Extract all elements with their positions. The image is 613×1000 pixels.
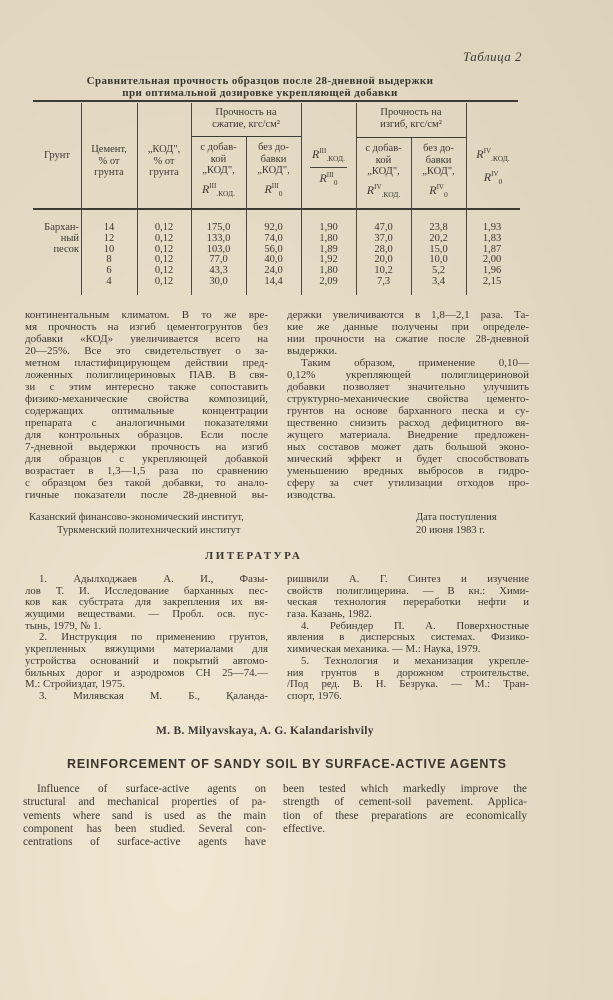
references-heading: ЛИТЕРАТУРА: [205, 550, 303, 562]
text-line: ложенных полиглицериновых ПАВ. В свя-: [25, 369, 268, 381]
symbol-sup: III: [326, 170, 334, 179]
symbol-sub: 0: [443, 189, 448, 199]
table-cell: 4: [106, 276, 112, 287]
table-cell: 14,4: [264, 276, 283, 287]
text-line: ческая технология переработки нефти и: [287, 596, 529, 609]
table-cell: 28,0: [374, 243, 393, 255]
text-line: явления в дисперсных системах. Физико-: [287, 631, 529, 644]
soil-label-line: Бархан-: [44, 222, 79, 233]
table-cell: 103,0: [206, 243, 231, 255]
symbol-sup: IV: [436, 182, 444, 191]
symbol: [411, 182, 466, 201]
affiliation: [29, 511, 244, 537]
table-cell: 10,2: [374, 265, 393, 277]
text-line: ришвили А. Г. Синтез и изучение: [287, 573, 529, 585]
text-line: 2. Инструкция по применению грунтов,: [39, 631, 268, 644]
header-text: сжатие, кгс/см²: [212, 118, 280, 130]
header-text: „КОД",: [367, 166, 400, 177]
header-text: с добав-: [365, 143, 402, 154]
table-cell: 8: [106, 254, 112, 266]
text-line: континентальным климатом. В то же вре-: [25, 309, 268, 321]
table-title-line: Сравнительная прочность образцов после 28-дневной выдержки: [86, 75, 434, 87]
symbol-r: R: [476, 147, 484, 161]
header-compress-with: [191, 142, 246, 199]
header-bend-without: [411, 143, 466, 200]
text-line: 20—25%. Все это свидетельствует о за-: [25, 345, 268, 357]
received: [416, 511, 497, 537]
text-line: грунтов на основе барханного песка и су-: [287, 405, 529, 417]
text-line: мический эффект и будет способствовать: [287, 453, 529, 465]
text-line: метном пластифицирующем действии пред-: [25, 357, 268, 369]
table-cell: 10,0: [429, 254, 448, 266]
text-line: ных составов может дать большой эконо-: [287, 441, 529, 453]
table-cell: 23,8: [429, 222, 448, 233]
text-line: химическая механика. — М.: Наука, 1979.: [287, 643, 481, 656]
table-cell: 2,09: [319, 276, 338, 287]
body-column-right: [287, 309, 529, 501]
text-line: для образцов с укрепляющей добавкой: [25, 453, 268, 465]
english-authors: M. B. Milyavskaya, A. G. Kalandarishvily: [156, 725, 374, 737]
text-line: strength of cement-soil pavement. Applica-: [283, 796, 527, 809]
text-line: гичные показатели после 28-дневной вы-: [25, 489, 268, 501]
text-line: жущими веществами. — Пробл. осв. пус-: [25, 608, 268, 621]
table-cell: 1,90: [319, 222, 338, 233]
text-line: уменьшению вредных выбросов в гидро-: [287, 465, 529, 477]
text-line: 1. Адылходжаев А. И., Фазы-: [39, 573, 268, 585]
ratio-numerator: [310, 146, 347, 168]
header-bend-group: [356, 107, 466, 130]
soil-label-line: песок: [53, 243, 79, 255]
header-text: „КОД",: [422, 166, 455, 177]
text-line: зи с этим интересно также сопоставить: [25, 381, 268, 393]
text-line: 0,12% укрепляющей полиглицериновой: [287, 369, 529, 381]
table-cell: 20,0: [374, 254, 393, 266]
text-line: нии прочности на сжатие после 28-дневной: [287, 333, 529, 345]
references-left: [25, 574, 268, 703]
table-cell: 77,0: [209, 254, 228, 266]
symbol-sub: 0: [498, 176, 503, 186]
symbol-sub: .КОД.: [216, 188, 236, 198]
soil-label-line: ный: [60, 232, 79, 244]
received-label: Дата поступления: [416, 512, 497, 523]
table-cell: 0,12: [154, 276, 174, 287]
table-cell: 2,15: [482, 276, 502, 287]
table-cell: 6: [106, 265, 112, 277]
text-line: держки увеличиваются в 1,8—2,1 раза. Та-: [287, 309, 529, 321]
symbol-sub: .КОД.: [326, 154, 346, 163]
text-line: 7-дневной выдержки прочность на изгиб: [25, 441, 268, 453]
text-line: возрастает в 1,3—1,5 раза по сравнению: [25, 465, 268, 477]
text-line: спорт, 1976.: [287, 689, 342, 702]
table-cell: 1,93: [482, 222, 502, 233]
text-line: centrations of surface-active agents have: [23, 836, 266, 849]
table-cell: 24,0: [264, 265, 283, 277]
text-line: 3. Милявская М. Б., Қаланда-: [39, 689, 268, 702]
text-line: устройства оснований и покрытий автомо-: [25, 654, 268, 667]
header-text: грунта: [149, 167, 179, 178]
soil-label: [30, 223, 79, 255]
text-line: для контрольных образцов. Если после: [25, 429, 268, 441]
table-cell: 175,0: [206, 222, 231, 233]
symbol-sub: 0: [278, 188, 283, 198]
table-title-line: при оптимальной дозировке укрепляющей добавки: [122, 87, 398, 99]
table-cell: 74,0: [264, 232, 283, 244]
table-header-rule: [33, 208, 520, 210]
abstract-left: [23, 783, 266, 849]
text-line: щественно снизить расход дефицитного вя-: [287, 417, 529, 429]
text-line: препарата с аналогичными показателями: [25, 417, 268, 429]
table-cell: 2,00: [482, 254, 502, 266]
table-cell: 0,12: [154, 265, 174, 277]
table-cell: 3,4: [431, 276, 446, 287]
table-cell: 0,12: [154, 243, 174, 255]
text-line: Таким образом, применение 0,10—: [301, 357, 529, 369]
symbol-sup: IV: [374, 182, 382, 191]
table-cell: 37,0: [374, 232, 393, 244]
text-line: с образцом без такой добавки, то анало-: [25, 477, 268, 489]
text-line: изводства.: [287, 489, 336, 501]
header-kod: [137, 144, 191, 179]
text-line: выдержки.: [287, 345, 338, 357]
header-compress-group: [191, 107, 301, 130]
table-cell: 56,0: [264, 243, 283, 255]
symbol-sub: .КОД.: [381, 189, 401, 199]
text-line: структурно-механические свойства цементо-: [287, 393, 529, 405]
symbol-r: R: [311, 147, 320, 161]
table-cell: 0,12: [154, 232, 174, 244]
ratio-denominator: [301, 168, 356, 189]
table-cell: 0,12: [154, 222, 174, 233]
abstract-right: [283, 783, 527, 836]
text-line: содержащих оптимальные концентрации: [25, 405, 268, 417]
symbol-sup: III: [209, 181, 217, 190]
text-line: свойств полиглицерина. — В кн.: Хими-: [287, 584, 529, 597]
table-cell: 15,0: [429, 243, 448, 255]
header-text: Цемент,: [91, 144, 127, 155]
text-line: сферу за счет утилизации отходов про-: [287, 477, 529, 489]
table-cell: 43,3: [209, 265, 228, 277]
table-cell: 1,80: [319, 265, 338, 277]
header-compress-ratio: [301, 146, 356, 188]
header-text: бавки: [425, 154, 452, 166]
header-text: кой: [375, 154, 392, 166]
text-line: 4. Ребиндер П. А. Поверхностные: [301, 619, 529, 632]
symbol-sup: IV: [483, 147, 491, 155]
table-cell: 92,0: [264, 222, 283, 233]
symbol: [246, 181, 301, 200]
text-line: физико-механические свойства композиций,: [25, 393, 268, 405]
table-caption: Таблица 2: [463, 49, 523, 64]
text-line: добавки «КОД» увеличивается всего на: [25, 333, 268, 345]
table-cell: 14: [103, 222, 115, 233]
header-text: „КОД",: [202, 165, 235, 176]
header-text: Прочность на: [215, 107, 277, 118]
symbol-sub: 0: [333, 177, 338, 187]
symbol-r: R: [483, 169, 492, 184]
header-text: „КОД",: [257, 165, 290, 176]
symbol-r: R: [366, 182, 375, 197]
symbol-r: R: [429, 182, 437, 197]
table-cell: 40,0: [264, 254, 283, 266]
table-top-rule: [33, 100, 518, 102]
text-line: кие же данные получены при определе-: [287, 321, 529, 333]
table-cell: 5,2: [431, 265, 446, 277]
symbol-sup: III: [319, 147, 327, 155]
text-line: жущего материала. Внедрение предложен-: [287, 429, 529, 441]
text-line: М.: Стройиздат, 1975.: [25, 678, 125, 691]
text-line: тынь, 1979, № 1.: [25, 619, 102, 632]
header-text: % от: [153, 155, 175, 167]
text-line: ния грунтов в дорожном строительстве.: [287, 666, 529, 679]
header-text: „КОД",: [147, 144, 181, 155]
symbol-r: R: [319, 170, 327, 185]
symbol-r: R: [264, 181, 272, 196]
text-line: мя прочность на изгиб цементогрунтов без: [25, 321, 268, 333]
references-right: [287, 574, 529, 703]
received-date: 20 июня 1983 г.: [416, 525, 486, 536]
text-line: tion of these preparations are economically: [283, 809, 527, 822]
table-cell: 133,0: [206, 232, 231, 244]
table-cell: 1,92: [319, 254, 338, 266]
header-text: Прочность на: [380, 107, 442, 118]
english-title: REINFORCEMENT OF SANDY SOIL BY SURFACE-ACTIVE AGENTS: [67, 757, 507, 771]
text-line: 5. Технология и механизация укрепле-: [301, 654, 529, 667]
text-line: /Под ред. В. Н. Безрука. — М.: Тран-: [287, 678, 529, 691]
text-line: component has been studied. Several con-: [23, 822, 266, 835]
table-cell: 1,87: [482, 243, 502, 255]
header-bend-with: [356, 143, 411, 200]
symbol-r: R: [201, 181, 210, 196]
table-cell: 7,3: [376, 276, 391, 287]
symbol: [191, 181, 246, 200]
header-text: без до-: [423, 143, 454, 154]
table-cell: 30,0: [209, 276, 228, 287]
table-cell: 20,2: [429, 232, 448, 244]
text-line: Influence of surface-active agents on: [37, 783, 266, 795]
header-text: изгиб, кгс/см²: [380, 118, 442, 130]
institute: Казанский финансово-экономический институт,: [29, 512, 244, 523]
institute: Туркменский политехнический институт: [57, 525, 241, 536]
header-text: без до-: [258, 142, 289, 153]
header-cement: [81, 144, 137, 179]
text-line: лов Т. И. Исследование барханных пес-: [25, 584, 268, 597]
header-text: кой: [210, 153, 227, 165]
text-line: structural and mechanical properties of pa-: [23, 796, 266, 809]
symbol-sub: .КОД.: [491, 154, 510, 163]
table-title: [60, 75, 460, 99]
text-line: ков как субстрата для закрепления их вя-: [25, 596, 268, 609]
header-bend-ratio: [466, 146, 520, 187]
ratio-numerator: [466, 146, 520, 167]
text-line: been tested which markedly improve the: [283, 783, 527, 795]
text-line: добавки позволяет значительно улучшить: [287, 381, 529, 393]
table-cell: 1,80: [319, 232, 338, 244]
table-cell: 0,12: [154, 254, 174, 266]
text-line: vements where sand is used as the main: [23, 809, 266, 822]
header-text: с добав-: [200, 142, 237, 153]
symbol: [356, 182, 411, 201]
table-cell: 1,83: [482, 232, 502, 244]
body-column-left: [25, 309, 268, 501]
table-cell: 10: [103, 243, 115, 255]
symbol-sup: IV: [491, 169, 499, 178]
table-cell: 1,89: [319, 243, 338, 255]
ratio-denominator: [466, 167, 520, 188]
table-cell: 12: [103, 232, 115, 244]
header-soil: Грунт: [44, 150, 70, 161]
symbol-sup: III: [271, 181, 279, 190]
header-text: бавки: [260, 153, 287, 165]
text-line: газа. Казань, 1982.: [287, 608, 372, 621]
header-text: грунта: [94, 167, 124, 178]
text-line: укрепленных вяжущими материалами для: [25, 643, 268, 656]
table-cell: 1,96: [482, 265, 502, 277]
header-compress-without: [246, 142, 301, 199]
text-line: effective.: [283, 822, 326, 835]
text-line: бильных дорог и аэродромов СН 25—74.—: [25, 666, 268, 679]
table-cell: 47,0: [374, 222, 393, 233]
header-text: % от: [98, 155, 120, 167]
